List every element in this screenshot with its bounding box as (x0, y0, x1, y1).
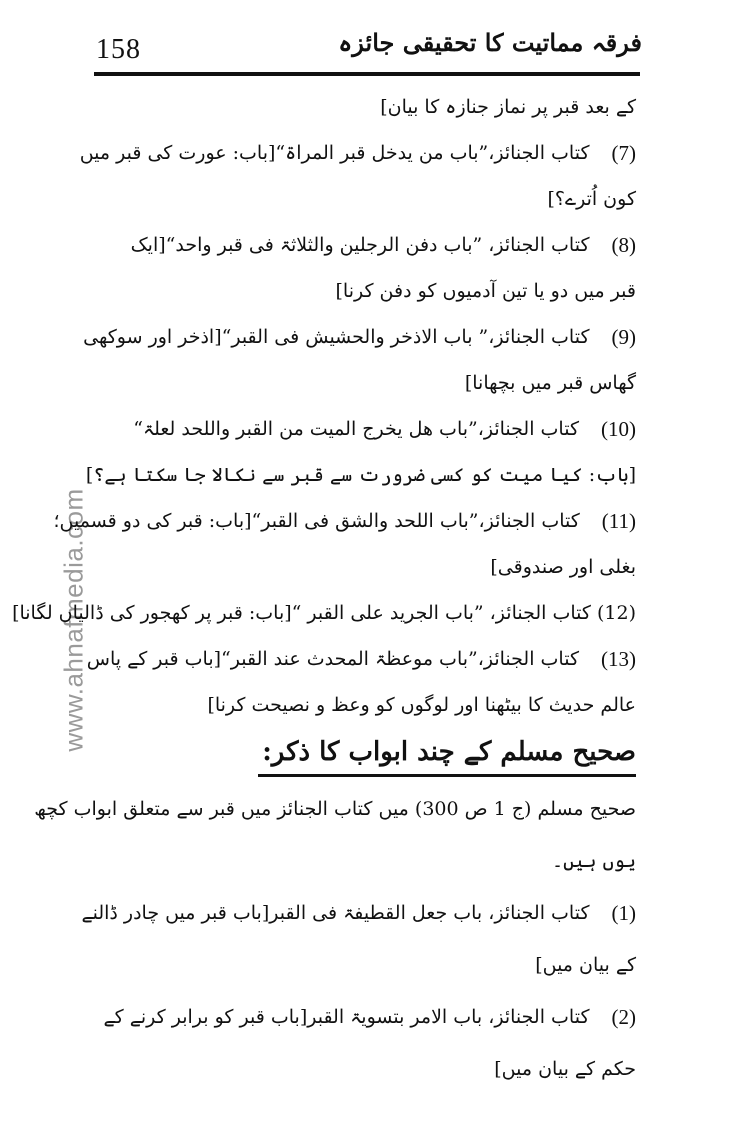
entry-text: کتاب الجنائز، باب الامر بتسویۃ القبر[باب قبر کو برابر کرنے کے (103, 1006, 590, 1028)
text-line: قبر میں دو یا تین آدمیوں کو دفن کرنا] (335, 280, 636, 302)
page-number: 158 (96, 34, 141, 65)
entry-number: (7) (611, 141, 636, 165)
entry-text: کتاب الجنائز،”باب من یدخل قبر المراۃ“[باب: عورت کی قبر میں (79, 142, 590, 164)
list-item-13 (86, 636, 636, 682)
text-line: صحیح مسلم (ج 1 ص 300) میں کتاب الجنائز میں قبر سے متعلق ابواب کچھ (34, 798, 636, 820)
text-line: حکم کے بیان میں] (494, 1058, 636, 1080)
entry-number: (1) (611, 901, 636, 925)
section-heading: صحیح مسلم کے چند ابواب کا ذکر: (258, 730, 636, 777)
entry-number: (9) (611, 325, 636, 349)
list-item-7 (79, 130, 636, 176)
entry-number: (2) (611, 1005, 636, 1029)
list-item-9 (83, 314, 636, 360)
list-item-m2 (98, 991, 636, 1043)
list-item-m1 (81, 887, 636, 939)
entry-text: کتاب الجنائز،” باب الاذخر والحشیش فی القبر“[اذخر اور سوکھی (83, 326, 590, 348)
entry-text: کتاب الجنائز، ”باب دفن الرجلین والثلاثۃ فی قبر واحد“[ایک (130, 234, 590, 256)
entry-text: کتاب الجنائز، باب جعل القطیفۃ فی القبر[باب قبر میں چادر ڈالنے (81, 902, 590, 924)
list-item-11 (53, 498, 636, 544)
watermark-text: www.ahnafmedia.com (58, 488, 89, 752)
list-item-10 (98, 406, 636, 452)
text-line: یوں ہیں۔ (552, 850, 636, 872)
list-item-8 (98, 222, 636, 268)
text-line: بغلی اور صندوقی] (490, 556, 636, 578)
entry-text: کتاب الجنائز،”باب موعظۃ المحدث عند القبر“[باب قبر کے پاس (86, 648, 579, 670)
text-line: کے بیان میں] (535, 954, 636, 976)
text-line: [باب: کیا میت کو کسی ضرورت سے قبر سے نکالا جا سکتا ہے؟] (85, 464, 636, 486)
entry-text: کتاب الجنائز،”باب اللحد والشق فی القبر“[باب: قبر کی دو قسمیں؛ (53, 510, 580, 532)
entry-number: (11) (601, 509, 636, 533)
text-line: گھاس قبر میں بچھانا] (464, 372, 636, 394)
text-line: کے بعد قبر پر نماز جنازہ کا بیان] (380, 96, 636, 118)
entry-number: (10) (601, 417, 636, 441)
header-rule (94, 72, 640, 76)
running-title: فرقہ مماتیت کا تحقیقی جائزہ (338, 28, 642, 57)
section-heading-row (98, 728, 636, 783)
list-item-12: (12) کتاب الجنائز، ”باب الجرید علی القبر “[باب: قبر پر کھجور کی ڈالیاں لگانا] (12, 602, 636, 624)
entry-number: (8) (611, 233, 636, 257)
text-line: عالم حدیث کا بیٹھنا اور لوگوں کو وعظ و نصیحت کرنا] (207, 694, 636, 716)
text-line: کون اُترے؟] (547, 188, 636, 210)
entry-text: کتاب الجنائز،”باب ھل یخرج المیت من القبر واللحد لعلۃ“ (133, 418, 579, 440)
entry-number: (13) (601, 647, 636, 671)
